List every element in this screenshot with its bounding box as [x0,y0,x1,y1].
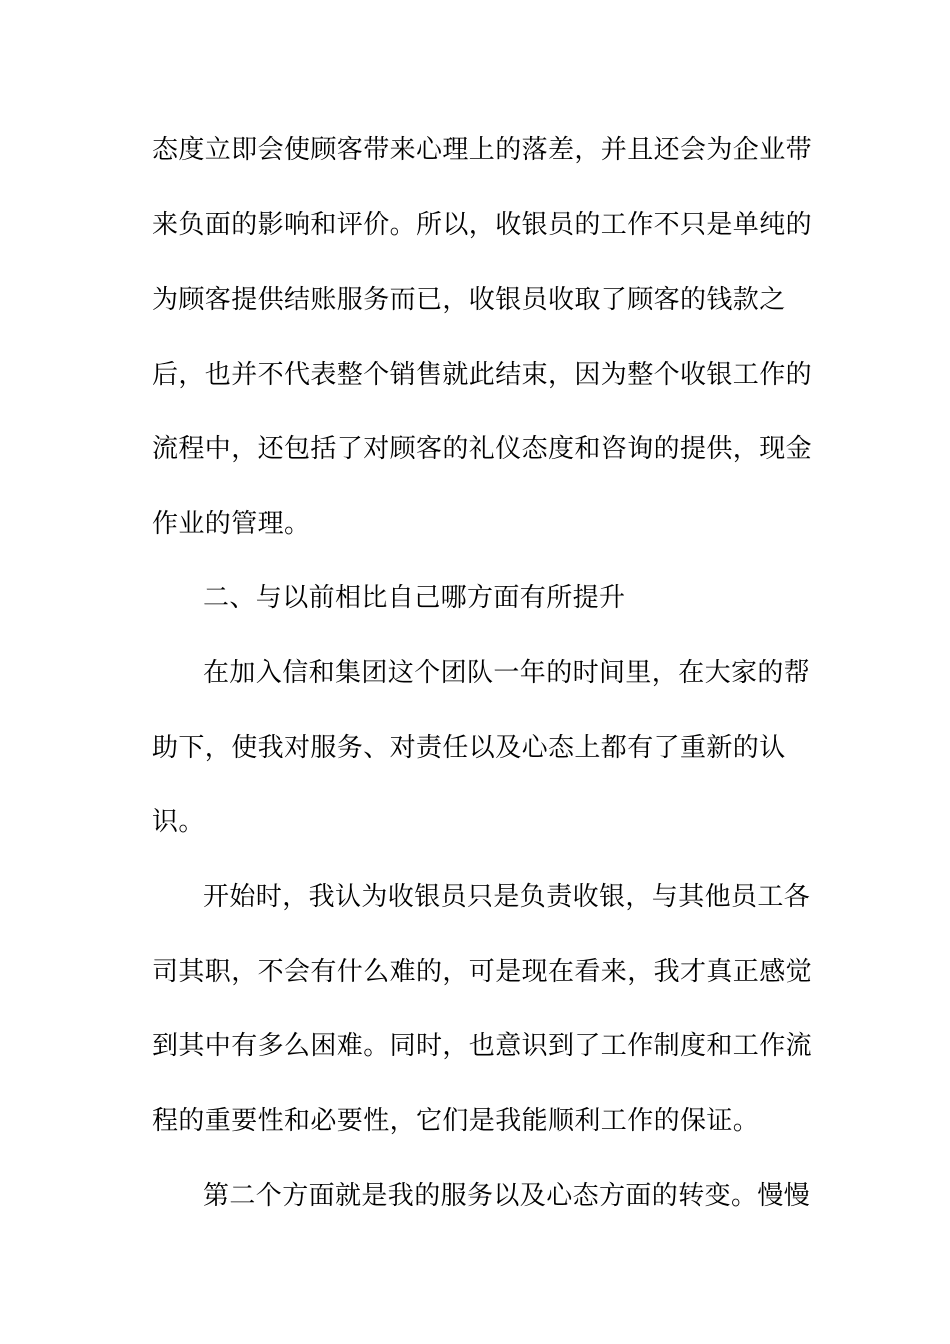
text-line: 作业的管理。 [152,509,311,539]
text-line: 为顾客提供结账服务而已，收银员收取了顾客的钱款之 [152,285,786,315]
text-line: 态度立即会使顾客带来心理上的落差，并且还会为企业带 [152,135,813,165]
text-line: 到其中有多么困难。同时，也意识到了工作制度和工作流 [152,1031,813,1061]
text-line: 流程中，还包括了对顾客的礼仪态度和咨询的提供，现金 [152,434,813,464]
text-line: 助下，使我对服务、对责任以及心态上都有了重新的认 [152,733,786,763]
text-line: 来负面的影响和评价。所以，收银员的工作不只是单纯的 [152,210,813,240]
text-line: 开始时，我认为收银员只是负责收银，与其他员工各 [203,882,811,912]
text-line: 司其职，不会有什么难的，可是现在看来，我才真正感觉 [152,957,813,987]
text-line: 后，也并不代表整个销售就此结束，因为整个收银工作的 [152,360,813,390]
section-heading: 二、与以前相比自己哪方面有所提升 [203,583,626,613]
text-line: 在加入信和集团这个团队一年的时间里，在大家的帮 [203,658,811,688]
text-line: 程的重要性和必要性，它们是我能顺利工作的保证。 [152,1106,760,1136]
text-line: 识。 [152,807,205,837]
text-line: 第二个方面就是我的服务以及心态方面的转变。慢慢 [203,1181,811,1211]
